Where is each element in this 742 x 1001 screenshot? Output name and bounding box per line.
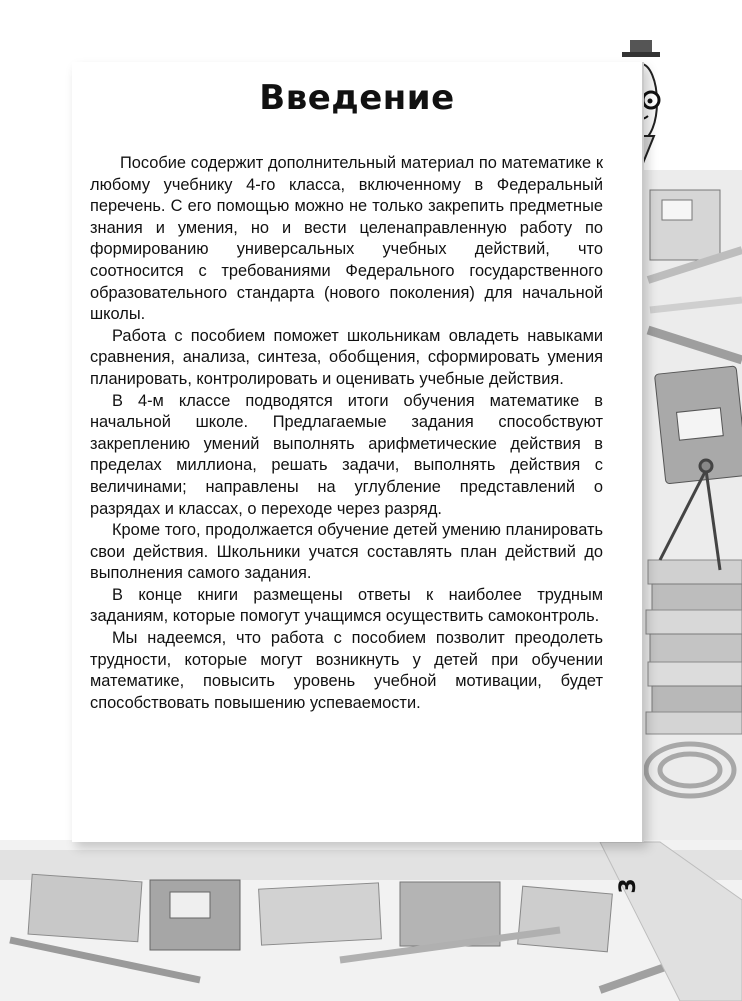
background-right-panel (640, 170, 742, 930)
notebook-icon (650, 190, 720, 260)
paragraph: В 4-м классе подводятся итоги обучения математике в начальной школе. Предлагаемые задания способствуют закреплению умений выполнять арифметические действия в пределах миллиона, решать задачи, выполнять действия с величинами; направлены на углубление представлений о разрядах и классах, о переходе через разряд. (90, 391, 603, 518)
notebook-icon (654, 366, 742, 484)
paragraph: Пособие содержит дополнительный материал по математике к любому учебнику 4-го класса, включенному в Федеральный перечень. С его помощью можно не только закрепить предметные знания и умения, но и вести целенаправленную работу по формированию универсальных учебных действий, что соотносится с требованиями Федерального государственного образовательного стандарта (нового поколения) для начальной школы. (90, 154, 603, 324)
paragraph: Работа с пособием поможет школьникам овладеть навыками сравнения, анализа, синтеза, обобщения, сформировать умения планировать, контролировать и оценивать учебные действия. (90, 326, 603, 388)
page-title: Введение (259, 78, 455, 118)
page-number: 3 (616, 878, 641, 894)
paragraph: Кроме того, продолжается обучение детей умению планировать свои действия. Школьники учатся составлять план действий до выполнения самого задания. (90, 521, 603, 583)
body-text (90, 153, 603, 714)
paragraph: В конце книги размещены ответы к наиболее трудным заданиям, которые помогут учащимся осуществить самоконтроль. (90, 585, 603, 626)
stacked-books-icon (646, 560, 742, 734)
paragraph: Мы надеемся, что работа с пособием позволит преодолеть трудности, которые могут возникнуть у детей при обучении математике, повысить уровень учебной мотивации, будет способствовать повышению успеваемости. (90, 629, 603, 712)
